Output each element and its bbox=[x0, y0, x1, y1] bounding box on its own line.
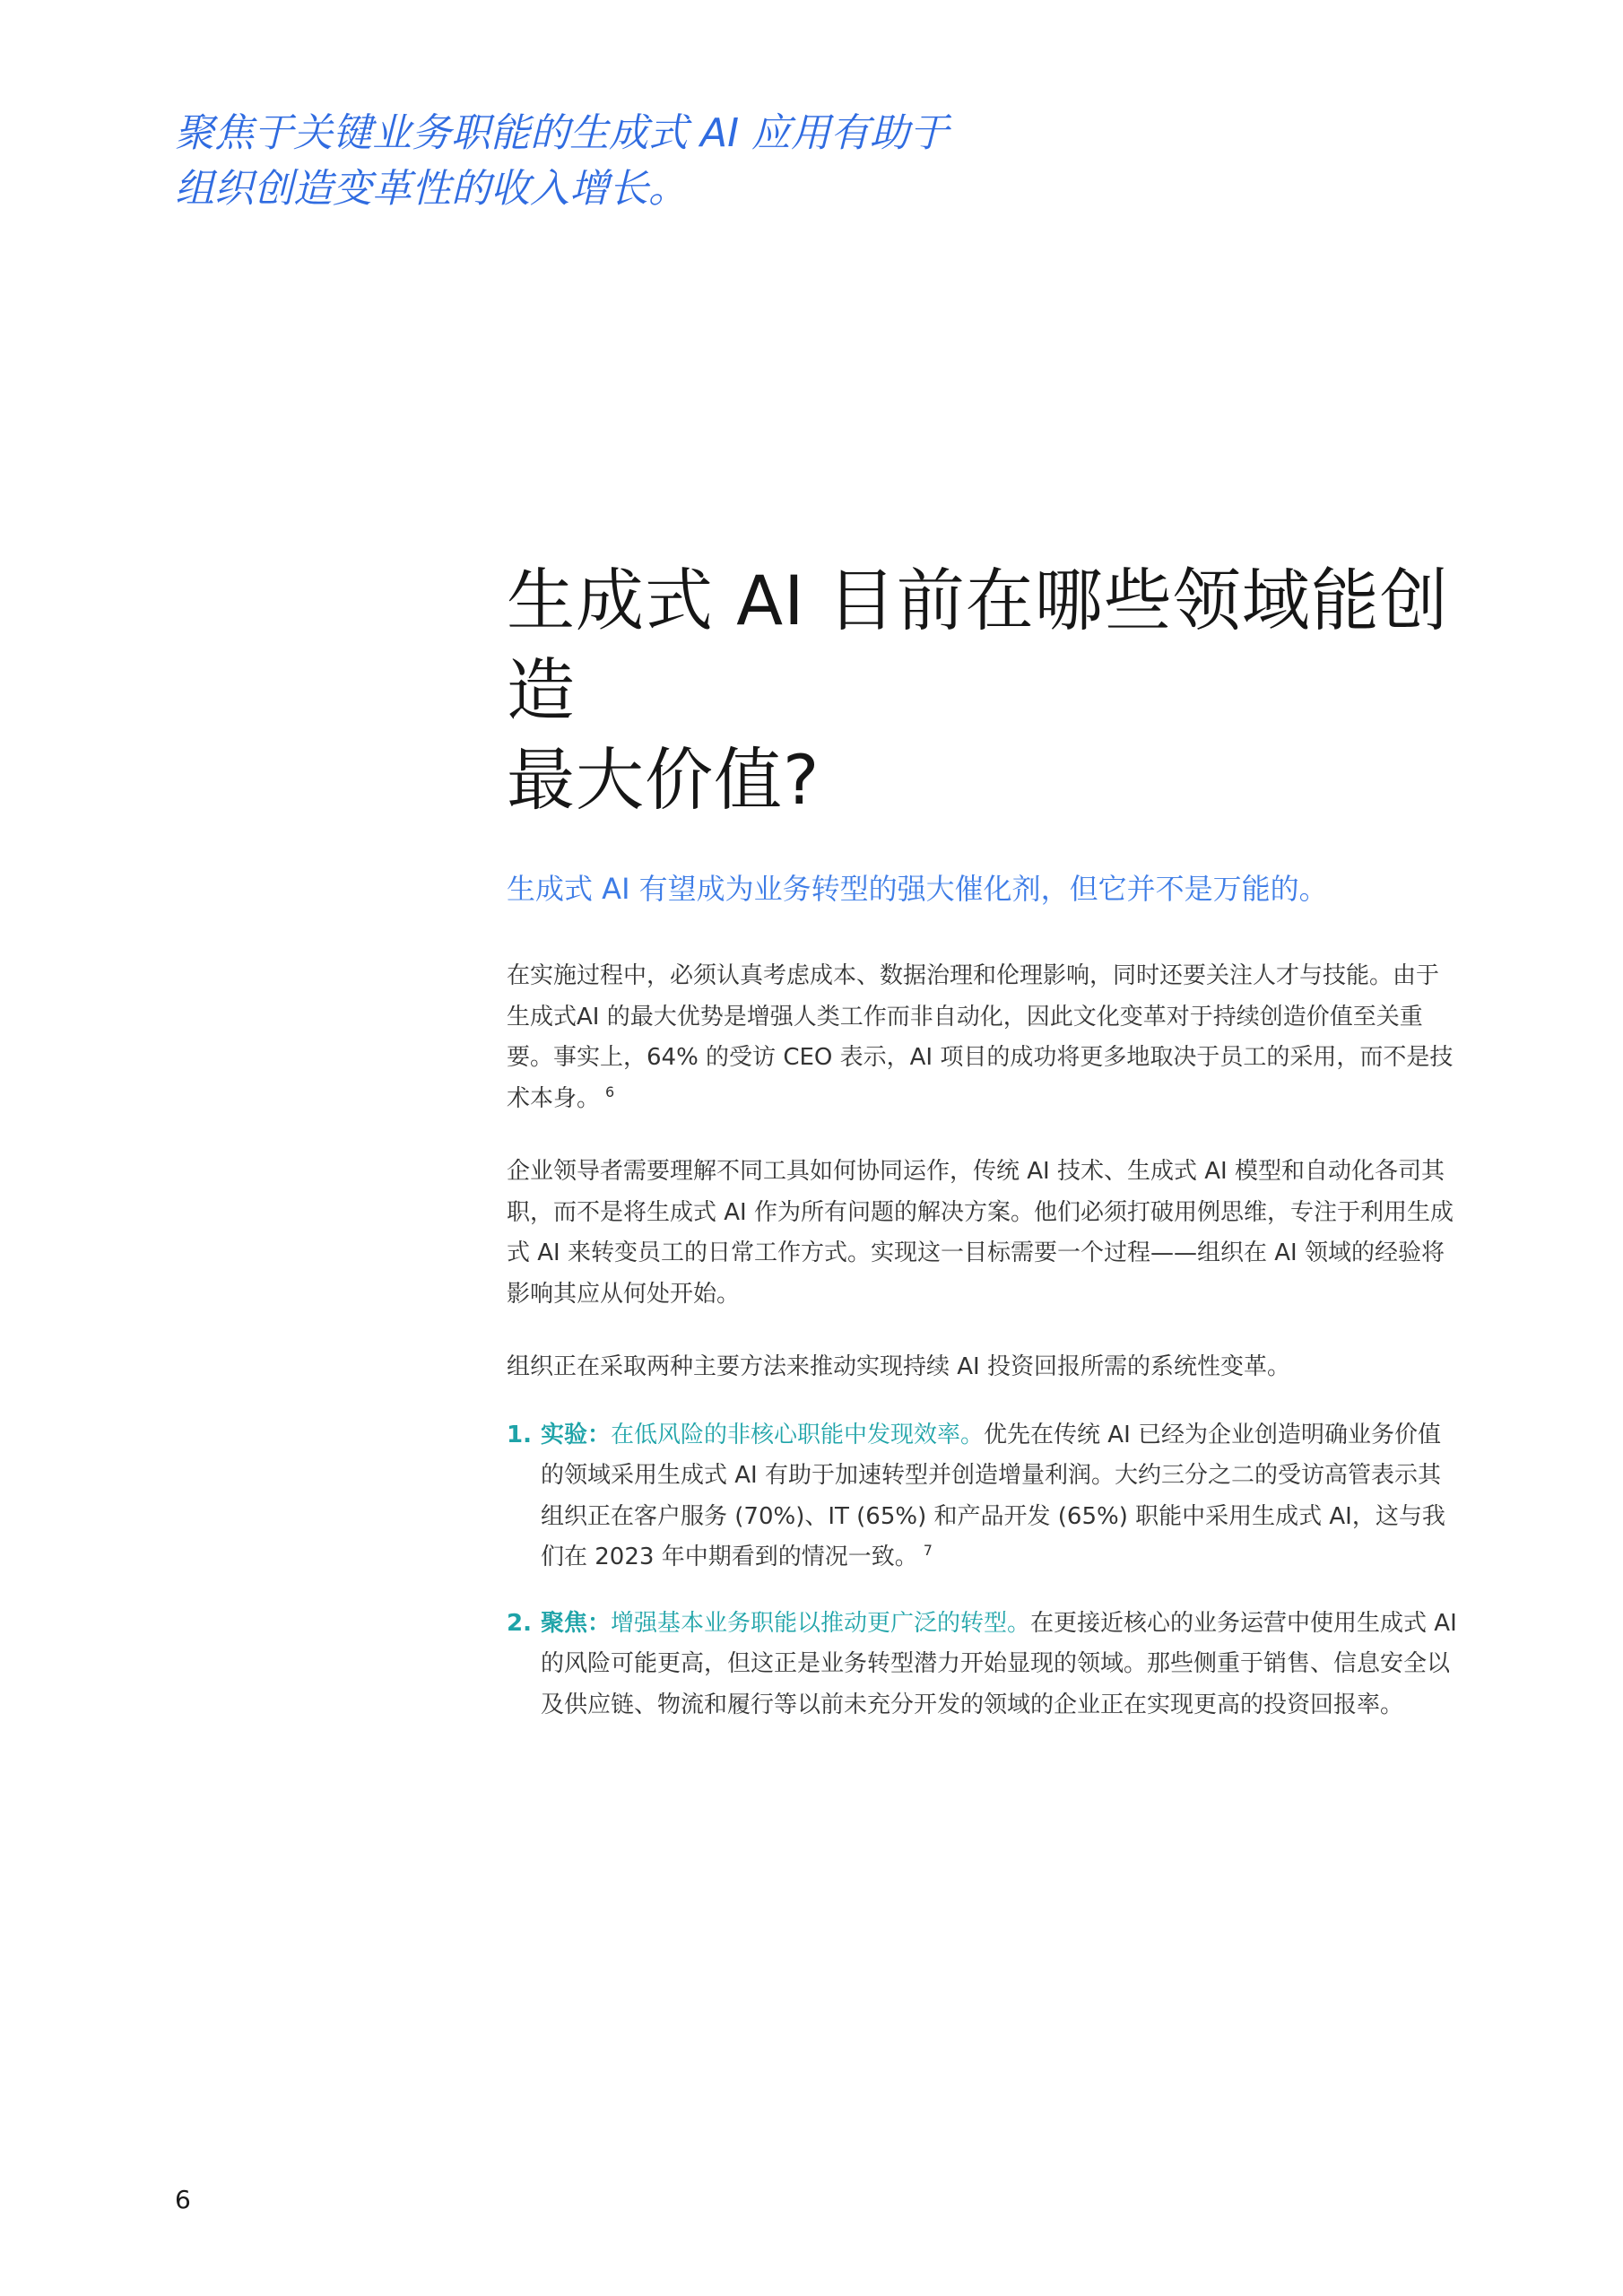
footnote-ref-6[interactable]: 6 bbox=[605, 1083, 615, 1100]
approach-item-number: 1. bbox=[507, 1421, 532, 1448]
approach-item-highlight: 在低风险的非核心职能中发现效率。 bbox=[611, 1421, 985, 1448]
approach-list bbox=[507, 1415, 1457, 1726]
paragraph-1 bbox=[507, 956, 1457, 1119]
pull-quote-line-1: 聚焦于关键业务职能的生成式 AI 应用有助于 bbox=[175, 110, 950, 156]
footnote-ref-7[interactable]: 7 bbox=[923, 1542, 933, 1560]
paragraph-3: 组织正在采取两种主要方法来推动实现持续 AI 投资回报所需的系统性变革。 bbox=[507, 1353, 1290, 1380]
approach-item-number: 2. bbox=[507, 1609, 532, 1637]
approach-item-focus bbox=[507, 1604, 1457, 1726]
approach-item-text: 优先在传统 AI 已经为企业创造明确业务价值的领域采用生成式 AI 有助于加速转型并创造增量利润。大约三分之二的受访高管表示其组织正在客户服务 (70%)、IT (65%) 和产品开发 (65%) 职能中采用生成式 AI，这与我们在 2023 年中期看到的情况一致。 bbox=[541, 1421, 1445, 1570]
pull-quote bbox=[175, 106, 1072, 217]
approach-item-text: 在更接近核心的业务运营中使用生成式 AI 的风险可能更高，但这正是业务转型潜力开始显现的领域。那些侧重于销售、信息安全以及供应链、物流和履行等以前未充分开发的领域的企业正在实现更高的投资回报率。 bbox=[541, 1609, 1457, 1718]
page-title-line-1: 生成式 AI 目前在哪些领域能创造 bbox=[507, 561, 1449, 730]
page-title bbox=[507, 556, 1457, 825]
approach-item-label: 实验： bbox=[541, 1421, 612, 1448]
paragraph-2: 企业领导者需要理解不同工具如何协同运作，传统 AI 技术、生成式 AI 模型和自动化各司其职，而不是将生成式 AI 作为所有问题的解决方案。他们必须打破用例思维，专注于利用生成式 AI 来转变员工的日常工作方式。实现这一目标需要一个过程——组织在 AI 领域的经验将影响其应从何处开始。 bbox=[507, 1158, 1454, 1308]
main-content bbox=[507, 556, 1457, 1726]
page-number: 6 bbox=[175, 2185, 191, 2214]
approach-item-experiment bbox=[507, 1415, 1457, 1578]
pull-quote-line-2: 组织创造变革性的收入增长。 bbox=[175, 166, 688, 212]
approach-item-highlight: 增强基本业务职能以推动更广泛的转型。 bbox=[611, 1609, 1031, 1637]
paragraph-1-text: 在实施过程中，必须认真考虑成本、数据治理和伦理影响，同时还要关注人才与技能。由于生成式AI 的最大优势是增强人类工作而非自动化，因此文化变革对于持续创造价值至关重要。事实上，64% 的受访 CEO 表示，AI 项目的成功将更多地取决于员工的采用，而不是技术本身。 bbox=[507, 962, 1454, 1112]
subheading: 生成式 AI 有望成为业务转型的强大催化剂，但它并不是万能的。 bbox=[507, 872, 1328, 906]
page-title-line-2: 最大价值? bbox=[507, 740, 820, 820]
approach-item-label: 聚焦： bbox=[541, 1609, 612, 1637]
